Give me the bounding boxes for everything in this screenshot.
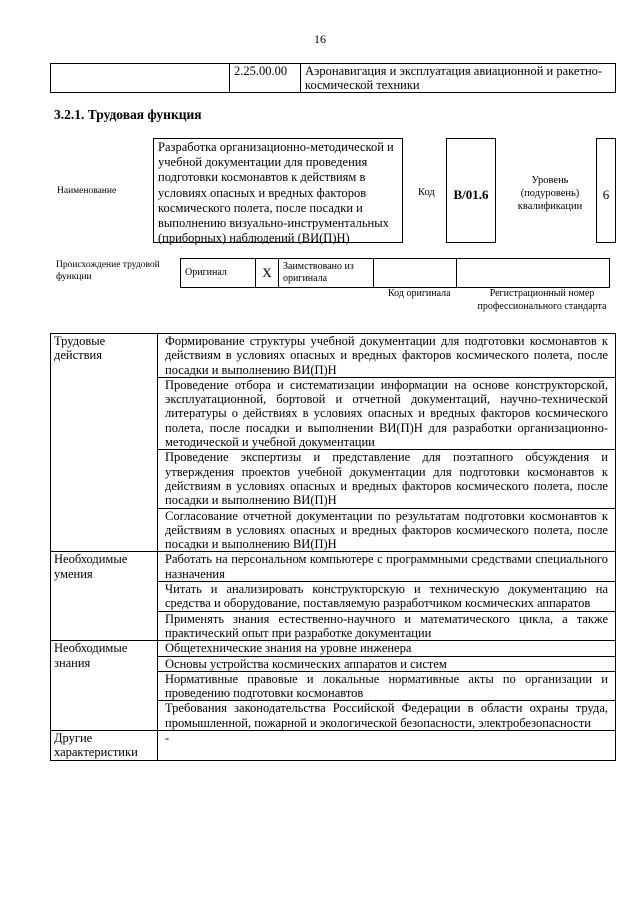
kod-original-label: Код оригинала [388, 288, 451, 299]
row-label: Необходимые умения [51, 552, 158, 641]
origin-label: Происхождение трудовой функции [56, 260, 160, 282]
reg-number-label: Регистрационный номер профессионального стандарта [477, 288, 607, 312]
page-number: 16 [314, 32, 326, 46]
level-label: Уровень (подуровень) квалификации [517, 175, 583, 212]
row-label: Другие характеристики [51, 731, 158, 761]
list-item: Читать и анализировать конструкторскую и техническую документацию на средства и оборудование, поставляемую разработчиком космических аппаратов [158, 582, 616, 612]
list-item: - [158, 731, 616, 761]
list-item: Основы устройства космических аппаратов и систем [158, 656, 616, 671]
top-code: 2.25.00.00 [230, 64, 301, 93]
row-label: Трудовые действия [51, 334, 158, 552]
function-name: Разработка организационно-методической и учебной документации для проведения подготовки космонавтов к действиям в условиях опасных и вредных факторов космического полета, после посадки и выполнению визуально-инструментальных (приборных) наблюдений (ВИ(П)Н) [153, 138, 403, 243]
table-row [51, 334, 616, 378]
top-name: Аэронавигация и эксплуатация авиационной и ракетно-космической техники [301, 64, 616, 93]
table-row [51, 731, 616, 761]
table-row [51, 552, 616, 582]
kod-original-cell [374, 259, 457, 288]
naim-label: Наименование [57, 186, 117, 196]
section-title: 3.2.1. Трудовая функция [54, 107, 202, 122]
list-item: Формирование структуры учебной документации для подготовки космонавтов к действиям в условиях опасных и вредных факторов космического полета, после посадки и выполнению ВИ(П)Н [158, 334, 616, 378]
empty-cell [51, 64, 230, 93]
list-item: Проведение экспертизы и представление для поэтапного обсуждения и утверждения проектов учебной документации для подготовки космонавтов к действиям в условиях опасных и вредных факторов космического полета, после посадки и выполнению ВИ(П)Н [158, 450, 616, 508]
original-cell [181, 259, 256, 288]
reg-number-cell [457, 259, 610, 288]
function-code: В/01.6 [446, 138, 496, 243]
original-label: Оригинал [185, 267, 227, 278]
function-table [50, 333, 616, 761]
table-row [51, 641, 616, 656]
origin-table [180, 258, 610, 288]
list-item: Применять знания естественно-научного и математического цикла, а также практический опыт при разработке документации [158, 611, 616, 641]
top-code-table [50, 63, 616, 93]
level-value: 6 [596, 138, 616, 243]
kod-label: Код [418, 187, 435, 198]
list-item: Проведение отбора и систематизации информации на основе конструкторской, эксплуатационной, бортовой и отчетной документаций, научно-технической литературы о действиях в условиях опасных и вредных факторов космического полета, после посадки и выполнении ВИ(П)Н для разработки организационно-методической и учебной документации [158, 377, 616, 449]
list-item: Работать на персональном компьютере с программными средствами специального назначения [158, 552, 616, 582]
list-item: Согласование отчетной документации по результатам подготовки космонавтов к действиям в условиях опасных и вредных факторов космического полета, после посадки и выполнению ВИ(П)Н [158, 508, 616, 552]
list-item: Требования законодательства Российской Федерации в области охраны труда, промышленной, пожарной и экологической безопасности, электробезопасности [158, 701, 616, 731]
borrowed-label: Заимствовано из оригинала [279, 259, 374, 288]
original-mark: X [256, 259, 279, 288]
list-item: Нормативные правовые и локальные нормативные акты по организации и проведению подготовки космонавтов [158, 671, 616, 701]
list-item: Общетехнические знания на уровне инженера [158, 641, 616, 656]
row-label: Необходимые знания [51, 641, 158, 731]
